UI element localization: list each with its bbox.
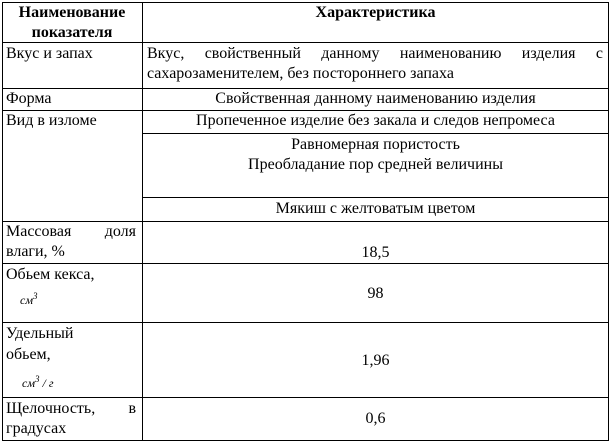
header-param: Наименование показателя xyxy=(18,4,126,41)
header-characteristic: Характеристика xyxy=(315,4,436,21)
table-row-divider xyxy=(142,197,609,198)
param-volume-unit: $см^3$ xyxy=(20,291,38,307)
value-porosity-line2: Преобладание пор средней величины xyxy=(248,156,503,173)
value-volume: 98 xyxy=(367,285,384,302)
param-moisture-line2: влаги, % xyxy=(6,243,65,260)
table-border-right xyxy=(608,2,609,441)
value-porosity-line1: Равномерная пористость xyxy=(291,136,460,153)
param-specific-volume-line1: Удельный xyxy=(6,325,74,342)
value-shape: Свойственная данному наименованию изделия xyxy=(215,90,536,107)
table-row-divider xyxy=(2,397,609,398)
value-specific-volume: 1,96 xyxy=(361,352,390,369)
table-row-divider xyxy=(2,322,609,323)
param-cross-section: Вид в изломе xyxy=(6,112,97,129)
param-volume: Обьем кекса, xyxy=(6,266,95,283)
value-taste-smell-line1: Вкус, свойственный данному наименованию изделия с xyxy=(147,45,603,62)
table-border-left xyxy=(2,2,3,441)
param-taste-smell: Вкус и запах xyxy=(6,45,93,62)
param-specific-volume-line2: обьем, xyxy=(6,346,51,363)
value-cross-section: Пропеченное изделие без закала и следов непромеса xyxy=(196,112,555,129)
param-moisture-line1: Массовая доля xyxy=(6,223,136,240)
value-crumb-color: Мякиш с желтоватым цветом xyxy=(275,200,476,217)
value-alkalinity: 0,6 xyxy=(365,410,386,427)
param-shape: Форма xyxy=(6,90,52,107)
param-specific-volume-unit: $см^3$ / г xyxy=(22,374,54,390)
param-alkalinity-line1: Щелочность, в xyxy=(6,400,136,417)
value-moisture: 18,5 xyxy=(361,244,390,261)
value-taste-smell-line2: сахарозаменителем, без постороннего запаха xyxy=(147,65,454,82)
table-row-divider xyxy=(142,133,609,134)
param-alkalinity-line2: градусах xyxy=(6,420,67,437)
table-row-divider xyxy=(2,263,609,264)
table-border-bottom xyxy=(2,440,609,441)
table-column-divider xyxy=(142,2,143,441)
